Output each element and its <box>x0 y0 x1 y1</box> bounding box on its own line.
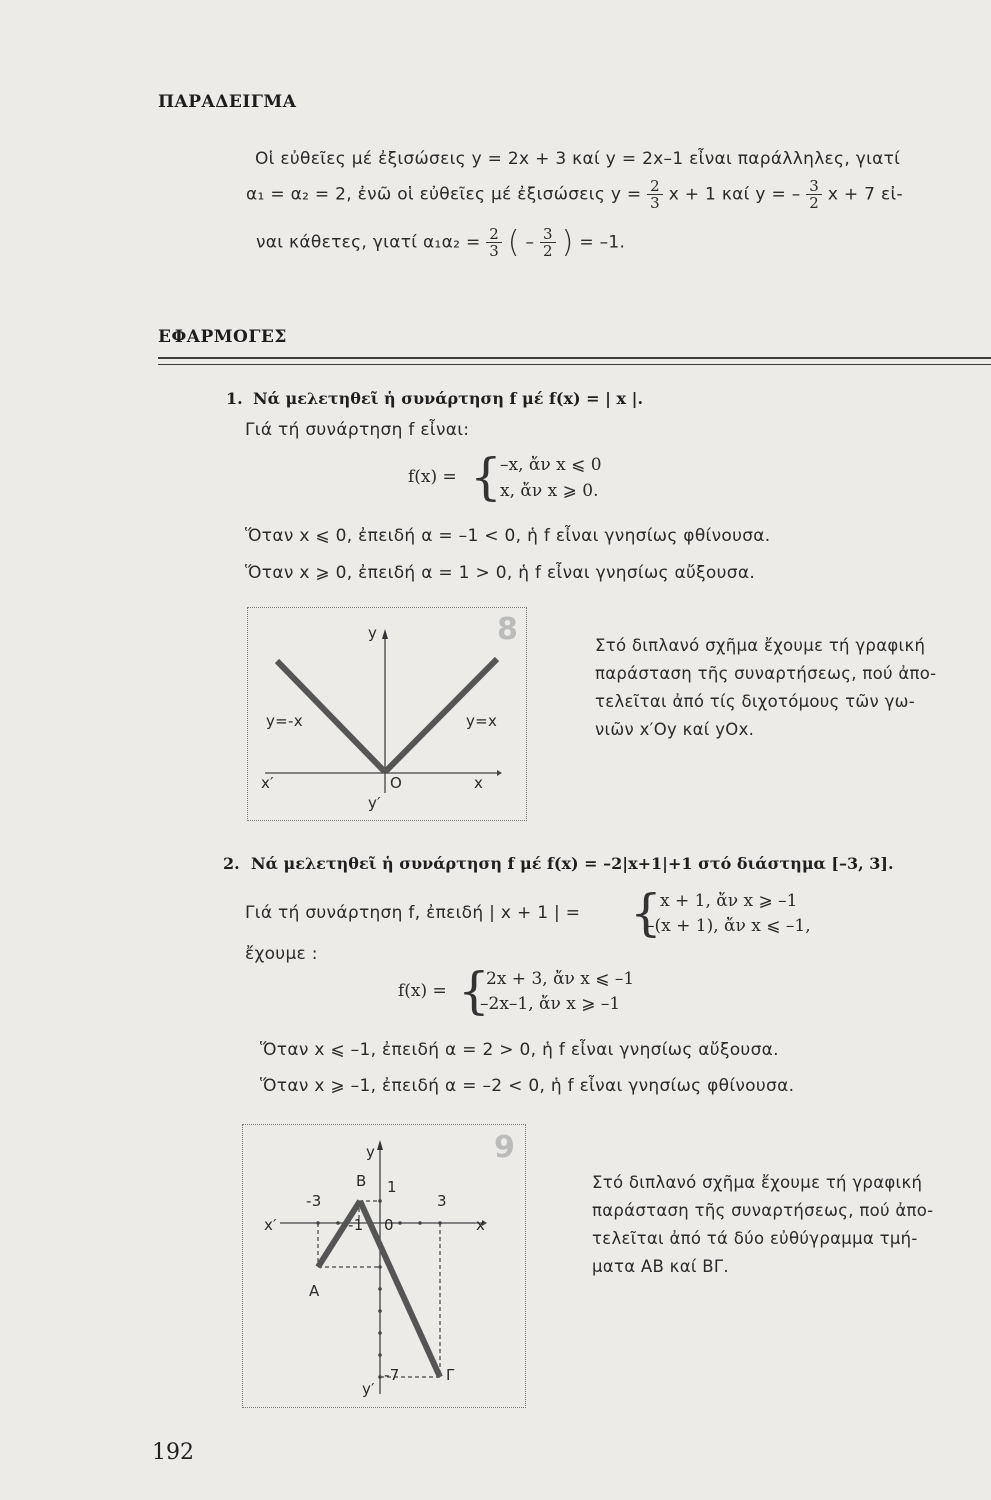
problem-2-abs-case-2: –(x + 1), ἄν x ⩽ –1, <box>646 916 811 936</box>
fig9-label-3: 3 <box>437 1192 447 1210</box>
minus-sign: – <box>525 232 535 253</box>
fig8-label-x: x <box>474 774 484 792</box>
paren-close: ) <box>561 225 574 260</box>
figure-8-caption <box>595 632 936 744</box>
figure-9-number: 9 <box>494 1130 515 1165</box>
figure-8-number: 8 <box>497 612 518 647</box>
fig9-label-y: y <box>366 1143 376 1161</box>
example-heading: ΠΑΡΑΔΕΙΓΜΑ <box>158 92 297 112</box>
caption-line: νιῶν x′Oy καί yOx. <box>595 720 755 739</box>
fig8-label-y: y <box>368 624 378 642</box>
problem-2-abs-case-1: x + 1, ἄν x ⩾ –1 <box>660 891 798 911</box>
problem-2-intro: Γιά τή συνάρτηση f, ἐπειδή | x + 1 | = <box>245 903 581 923</box>
caption-line: τελεῖται ἀπό τίς διχοτόμους τῶν γω- <box>595 692 916 711</box>
caption-line: Στό διπλανό σχῆμα ἔχουμε τή γραφική <box>595 636 926 655</box>
problem-2-fx: f(x) = <box>398 981 447 1001</box>
example-line-3 <box>256 225 625 260</box>
section-rule-thin <box>158 364 991 365</box>
problem-1-number: 1. <box>226 389 243 408</box>
problem-1-case-1: –x, ἄν x ⩽ 0 <box>500 455 602 475</box>
left-brace: { <box>470 448 502 506</box>
fig8-label-y-prime: y′ <box>368 794 381 812</box>
problem-2-number: 2. <box>223 854 240 873</box>
fig9-label-y-prime: y′ <box>362 1380 375 1398</box>
fraction: $\frac{2}{3}$ <box>647 178 663 211</box>
fig9-label-minus-3: -3 <box>306 1192 322 1210</box>
example-line-2c: x + 7 εἰ- <box>827 184 903 205</box>
example-line-2 <box>246 178 903 211</box>
problem-1-intro: Γιά τή συνάρτηση f εἶναι: <box>245 420 470 440</box>
page-number: 192 <box>152 1440 194 1465</box>
fig9-label-1: 1 <box>387 1178 397 1196</box>
caption-line: τελεῖται ἀπό τά δύο εὐθύγραμμα τμή- <box>592 1229 918 1248</box>
fig9-label-gamma: Γ <box>446 1366 455 1384</box>
fraction: $\frac{3}{2}$ <box>806 178 822 211</box>
problem-2-title: Νά μελετηθεῖ ἡ συνάρτηση f μέ f(x) = –2|x+1|+1 στό διάστημα [–3, 3]. <box>251 854 894 873</box>
problem-2-when-2: Ὅταν x ⩾ –1, ἐπειδή α = –2 < 0, ἡ f εἶναι γνησίως φθίνουσα. <box>260 1076 795 1096</box>
problem-2-case-1: 2x + 3, ἄν x ⩽ –1 <box>486 969 635 989</box>
caption-line: Στό διπλανό σχῆμα ἔχουμε τή γραφική <box>592 1173 923 1192</box>
x-axis-arrow <box>497 770 502 776</box>
fig9-label-x-prime: x′ <box>264 1216 277 1234</box>
fig9-label-origin: 0 <box>384 1216 394 1234</box>
problem-2-when-1: Ὅταν x ⩽ –1, ἐπειδή α = 2 > 0, ἡ f εἶναι γνησίως αὔξουσα. <box>260 1040 779 1060</box>
section-rule <box>158 357 991 359</box>
problem-2-have: ἔχουμε : <box>245 944 318 964</box>
paren-open: ( <box>507 225 520 260</box>
problem-1-fx: f(x) = <box>408 467 457 487</box>
y-axis-arrow <box>377 1140 383 1150</box>
fig9-label-b: B <box>356 1172 367 1190</box>
segment-ab <box>318 1201 360 1267</box>
fraction: $\frac{3}{2}$ <box>540 226 556 259</box>
example-line-3b: = –1. <box>579 232 626 253</box>
figure-9-caption <box>592 1169 933 1281</box>
problem-2-case-2: –2x–1, ἄν x ⩾ –1 <box>480 994 621 1014</box>
caption-line: ματα AB καί BΓ. <box>592 1257 729 1276</box>
left-brace: { <box>630 884 662 942</box>
problem-1-title: Νά μελετηθεῖ ἡ συνάρτηση f μέ f(x) = | x |. <box>253 389 644 408</box>
fig9-label-minus-7: -7 <box>384 1366 400 1384</box>
example-line-2b: x + 1 καί y = – <box>668 184 801 205</box>
problem-1-case-2: x, ἄν x ⩾ 0. <box>500 481 599 501</box>
caption-line: παράσταση τῆς συναρτήσεως, πού ἀπο- <box>592 1201 934 1220</box>
fig9-label-x: x <box>476 1216 486 1234</box>
left-brace: { <box>458 962 490 1020</box>
example-line-1: Οἱ εὐθεῖες μέ ἐξισώσεις y = 2x + 3 καί y = 2x–1 εἶναι παράλληλες, γιατί <box>255 149 901 169</box>
problem-1-when-2: Ὅταν x ⩾ 0, ἐπειδή α = 1 > 0, ἡ f εἶναι γνησίως αὔξουσα. <box>245 563 756 583</box>
segment-bg <box>360 1201 440 1377</box>
caption-line: παράσταση τῆς συναρτήσεως, πού ἀπο- <box>595 664 937 683</box>
applications-heading: ΕΦΑΡΜΟΓΕΣ <box>158 327 287 347</box>
y-axis-arrow <box>382 629 388 639</box>
example-line-3a: ναι κάθετες, γιατί α₁α₂ = <box>256 232 481 253</box>
fraction: $\frac{2}{3}$ <box>486 226 502 259</box>
fig9-label-a: A <box>309 1282 320 1300</box>
fig8-label-x-prime: x′ <box>261 774 274 792</box>
problem-1-when-1: Ὅταν x ⩽ 0, ἐπειδή α = –1 < 0, ἡ f εἶναι γνησίως φθίνουσα. <box>245 526 771 546</box>
fig8-label-y-x: y=x <box>466 712 498 730</box>
fig9-label-minus-1: -1 <box>348 1216 364 1234</box>
fig8-label-y-neg-x: y=-x <box>266 712 303 730</box>
example-line-2a: α₁ = α₂ = 2, ἐνῶ οἱ εὐθεῖες μέ ἐξισώσεις y = <box>246 184 642 205</box>
fig8-label-origin: O <box>390 774 403 792</box>
